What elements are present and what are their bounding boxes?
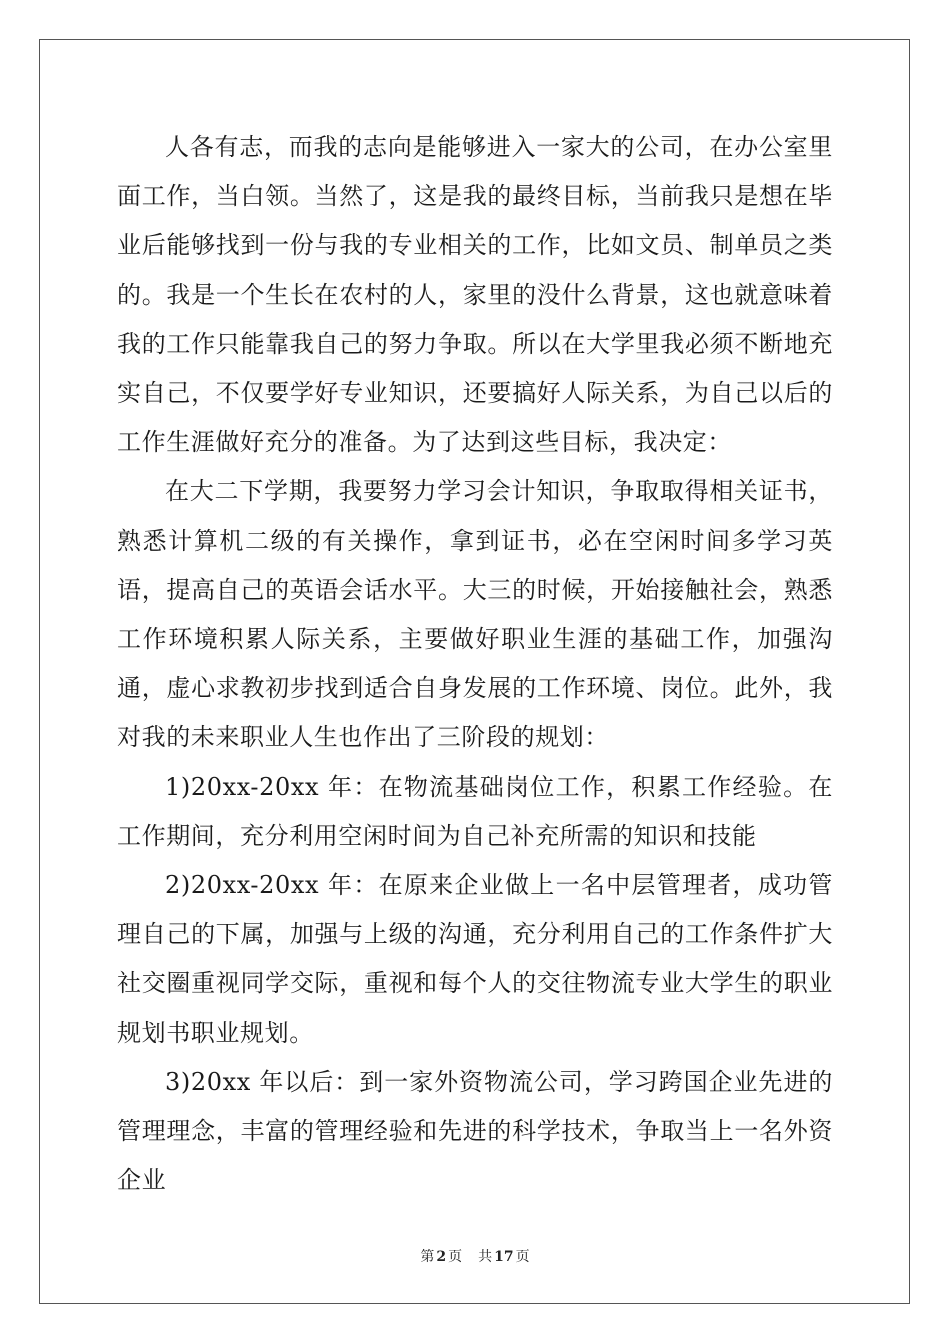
paragraph-3: 1)20xx-20xx 年：在物流基础岗位工作，积累工作经验。在工作期间，充分利用空闲时间为自己补充所需的知识和技能 <box>117 772 833 850</box>
total-prefix: 共 <box>478 1249 493 1265</box>
document-body <box>117 123 833 1205</box>
page-suffix: 页 <box>448 1249 463 1265</box>
paragraph-2: 在大二下学期，我要努力学习会计知识，争取取得相关证书，熟悉计算机二级的有关操作，拿到证书，必在空闲时间多学习英语，提高自己的英语会话水平。大三的时候，开始接触社会，熟悉工作环境积累人际关系，主要做好职业生涯的基础工作，加强沟通，虚心求教初步找到适合自身发展的工作环境、岗位。此外，我对我的未来职业人生也作出了三阶段的规划： <box>117 477 833 752</box>
paragraph-1: 人各有志，而我的志向是能够进入一家大的公司，在办公室里面工作，当白领。当然了，这是我的最终目标，当前我只是想在毕业后能够找到一份与我的专业相关的工作，比如文员、制单员之类的。我是一个生长在农村的人，家里的没什么背景，这也就意味着我的工作只能靠我自己的努力争取。所以在大学里我必须不断地充实自己，不仅要学好专业知识，还要搞好人际关系，为自己以后的工作生涯做好充分的准备。为了达到这些目标，我决定： <box>117 133 833 457</box>
page-current-number: 2 <box>436 1249 447 1265</box>
total-suffix: 页 <box>515 1249 530 1265</box>
page-prefix: 第 <box>420 1249 435 1265</box>
page-total-number: 17 <box>494 1249 514 1265</box>
paragraph-4: 2)20xx-20xx 年：在原来企业做上一名中层管理者，成功管理自己的下属，加强与上级的沟通，充分利用自己的工作条件扩大社交圈重视同学交际，重视和每个人的交往物流专业大学生的职业规划书职业规划。 <box>117 871 833 1047</box>
page-footer <box>0 1246 950 1266</box>
paragraph-5: 3)20xx 年以后：到一家外资物流公司，学习跨国企业先进的管理理念，丰富的管理经验和先进的科学技术，争取当上一名外资企业 <box>117 1067 833 1195</box>
